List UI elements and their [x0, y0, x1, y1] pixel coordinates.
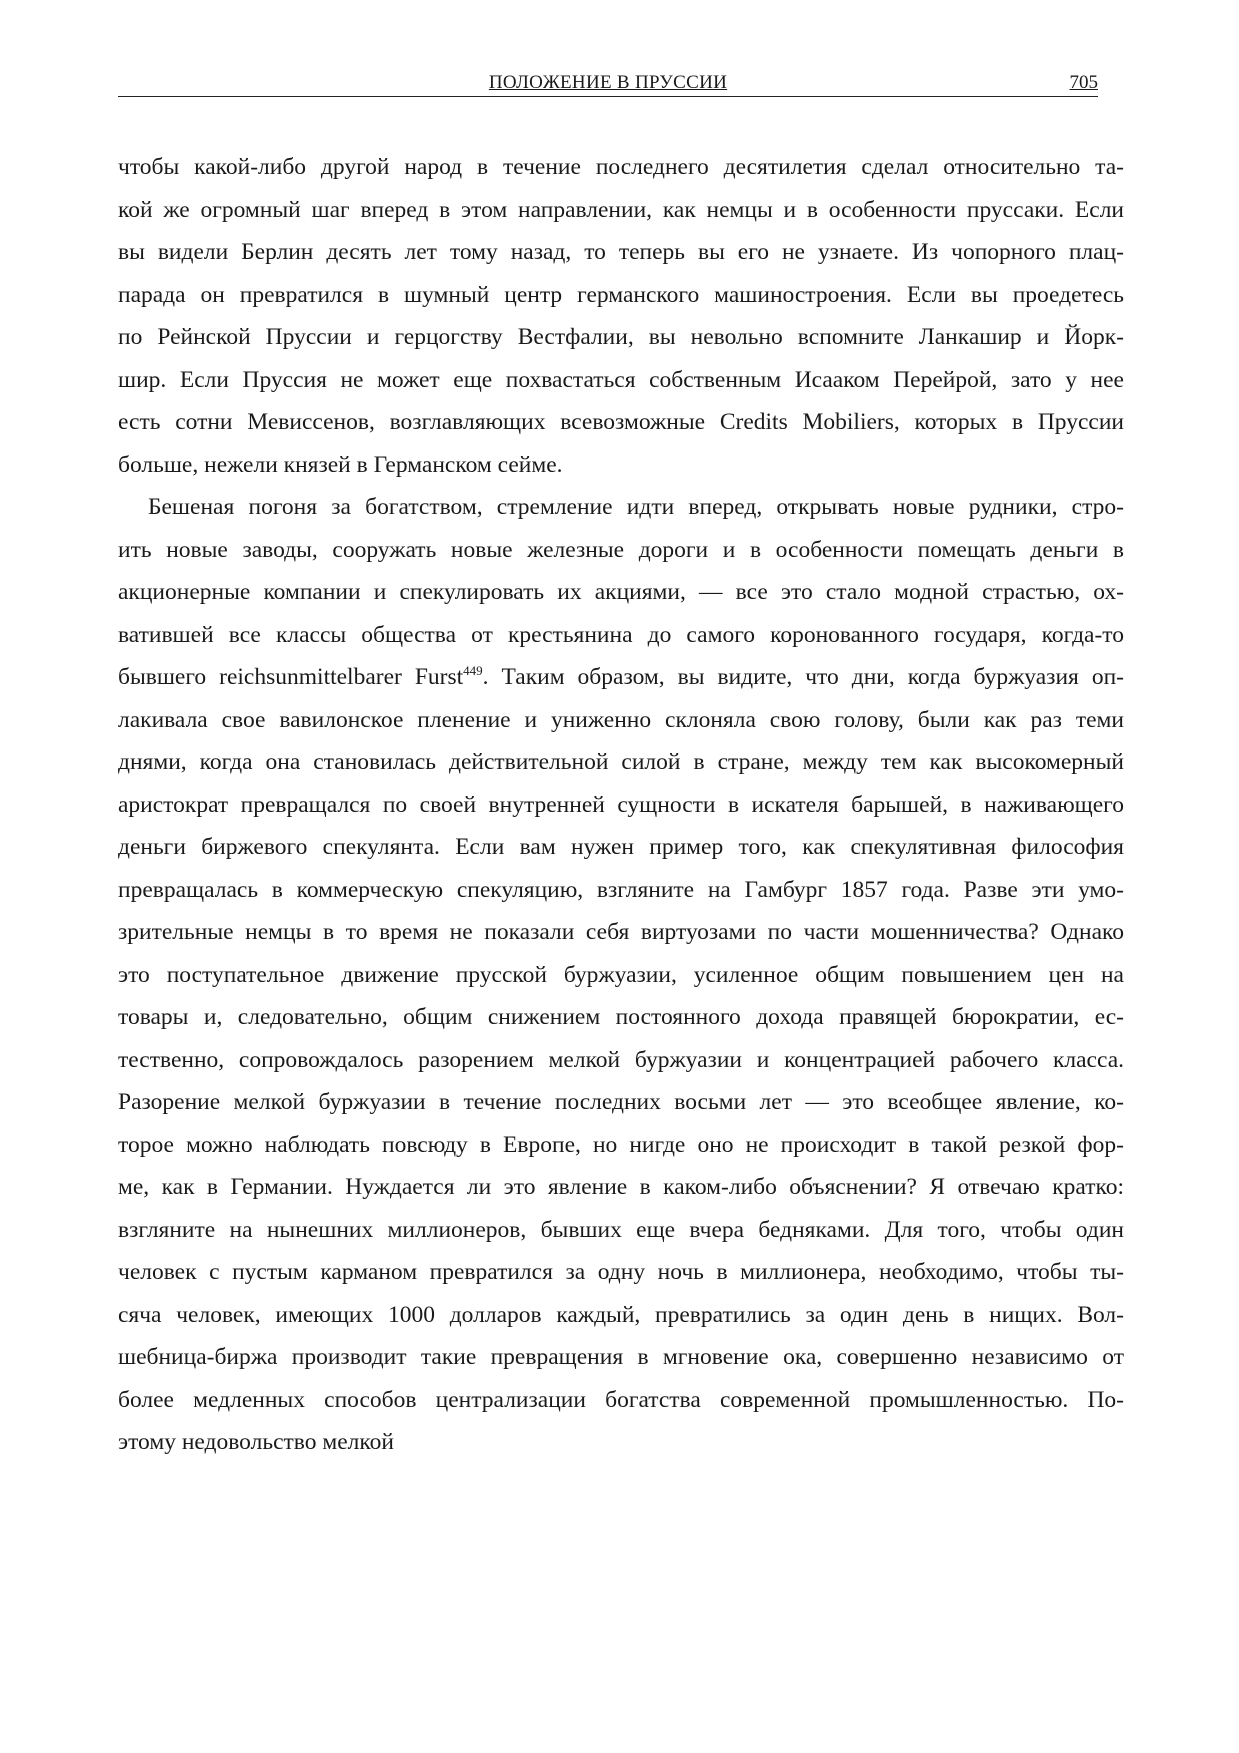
text-line: аристократ превращался по своей внутренней сущности в искателя барышей, в наживающего: [118, 791, 1124, 818]
text-line: это поступательное движение прусской буржуазии, усиленное общим повышением цен на: [118, 961, 1124, 988]
paragraph-2: [118, 486, 1124, 1464]
text-line: ме, как в Германии. Нуждается ли это явление в каком-либо объяснении? Я отвечаю кратко:: [118, 1174, 1124, 1200]
text-line: лакивала свое вавилонское пленение и униженно склоняла свою голову, были как раз теми: [118, 706, 1124, 733]
footnote-line-after: . Таким образом, вы видите, что дни, когда буржуазия оп-: [482, 664, 1124, 690]
text-line: сяча человек, имеющих 1000 долларов каждый, превратились за один день в нищих. Вол-: [118, 1301, 1124, 1328]
text-line: шебница-биржа производит такие превращения в мгновение ока, совершенно независимо от: [118, 1344, 1124, 1370]
text-line: по Рейнской Пруссии и герцогству Вестфалии, вы невольно вспомните Ланкашир и Йорк-: [118, 324, 1124, 350]
text-line-with-footnote: [118, 656, 1124, 699]
text-line: человек с пустым карманом превратился за одну ночь в миллионера, необходимо, чтобы ты-: [118, 1259, 1124, 1285]
text-line: шир. Если Пруссия не может еще похвастаться собственным Исааком Перейрой, зато у нее: [118, 366, 1124, 393]
body-text: [118, 146, 1124, 1464]
text-line: днями, когда она становилась действительной силой в стране, между тем как высокомерный: [118, 749, 1124, 775]
text-line: Бешеная погоня за богатством, стремление идти вперед, открывать новые рудники, стро-: [148, 494, 1124, 520]
text-line: взгляните на нынешних миллионеров, бывших еще вчера бедняками. Для того, чтобы один: [118, 1216, 1124, 1243]
text-line: этому недовольство мелкой: [118, 1429, 394, 1455]
paragraph-1: [118, 146, 1124, 486]
text-line: есть сотни Мевиссенов, возглавляющих всевозможные Credits Mobiliers, которых в Пруссии: [118, 409, 1124, 435]
text-line: Разорение мелкой буржуазии в течение последних восьми лет — это всеобщее явление, ко-: [118, 1089, 1124, 1115]
page-number: 705: [1069, 72, 1098, 93]
text-line: ватившей все классы общества от крестьянина до самого коронованного государя, когда-то: [118, 621, 1124, 648]
text-line: превращалась в коммерческую спекуляцию, взгляните на Гамбург 1857 года. Разве эти умо-: [118, 876, 1124, 903]
footnote-ref[interactable]: 449: [463, 663, 483, 678]
running-header: [118, 72, 1098, 97]
text-line: вы видели Берлин десять лет тому назад, то теперь вы его не узнаете. Из чопорного плац-: [118, 239, 1124, 265]
footnote-line-before: бывшего reichsunmittelbarer Furst: [118, 664, 464, 690]
text-line: тественно, сопровождалось разорением мелкой буржуазии и концентрацией рабочего класса.: [118, 1046, 1124, 1073]
text-line: больше, нежели князей в Германском сейме.: [118, 451, 563, 478]
text-line: кой же огромный шаг вперед в этом направлении, как немцы и в особенности пруссаки. Если: [118, 196, 1124, 223]
running-title: ПОЛОЖЕНИЕ В ПРУССИИ: [488, 72, 728, 93]
text-line: чтобы какой-либо другой народ в течение последнего десятилетия сделал относительно та-: [118, 154, 1124, 180]
text-line: парада он превратился в шумный центр германского машиностроения. Если вы проедетесь: [118, 281, 1124, 308]
text-line: товары и, следовательно, общим снижением постоянного дохода правящей бюрократии, ес-: [118, 1004, 1124, 1030]
text-line: торое можно наблюдать повсюду в Европе, но нигде оно не происходит в такой резкой фор-: [118, 1131, 1124, 1158]
text-line: ить новые заводы, сооружать новые железные дороги и в особенности помещать деньги в: [118, 536, 1124, 563]
text-line: зрительные немцы в то время не показали себя виртуозами по части мошенничества? Однако: [118, 919, 1124, 945]
text-line: более медленных способов централизации богатства современной промышленностью. По-: [118, 1386, 1124, 1413]
text-line: деньги биржевого спекулянта. Если вам нужен пример того, как спекулятивная философия: [118, 834, 1124, 860]
text-line: акционерные компании и спекулировать их акциями, — все это стало модной страстью, ох-: [118, 579, 1124, 605]
